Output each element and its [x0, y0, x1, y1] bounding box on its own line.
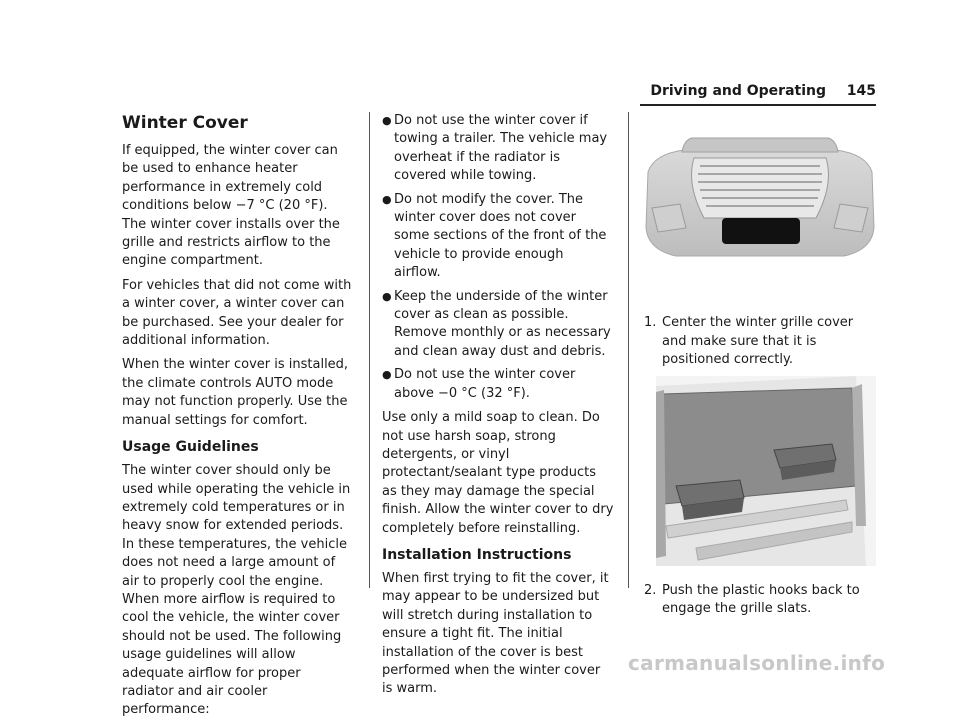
list-item: ● Do not use the winter cover above −0 °C (32 °F). — [382, 367, 576, 401]
column-2 — [382, 112, 614, 705]
step-item — [644, 314, 876, 369]
header-rule — [640, 104, 876, 106]
usage-paragraph: The winter cover should only be used while operating the vehicle in extremely cold temperatures or in heavy snow for extended periods. In these temperatures, the vehicle does not need a large amount of air to properly cool the engine. When more airflow is required to cool the vehicle, the winter cover should not be used. The following usage guidelines will allow adequate airflow for proper radiator and air cooler performance: — [122, 463, 351, 718]
purchase-paragraph: For vehicles that did not come with a winter cover, a winter cover can be purchased. See your dealer for additional information. — [122, 277, 352, 349]
column-divider — [369, 112, 370, 588]
step-number: 1. — [644, 315, 657, 331]
list-item: ● Do not modify the cover. The winter cover does not cover some sections of the front of the vehicle to provide enough airflow. — [382, 191, 607, 281]
column-divider — [628, 112, 629, 588]
page-header — [640, 78, 876, 104]
bullet-icon: ● — [382, 192, 392, 206]
grille-hooks-illustration — [656, 376, 876, 566]
install-heading: Installation Instructions — [382, 546, 572, 563]
page-number: 145 — [846, 83, 876, 99]
column-3 — [644, 112, 876, 625]
bullet-icon: ● — [382, 289, 392, 303]
cleaning-paragraph: Use only a mild soap to clean. Do not use harsh soap, strong detergents, or vinyl protectant/sealant type products as they may damage the special finish. Allow the winter cover to dry completely before reinstalling. — [382, 410, 614, 536]
step-number: 2. — [644, 583, 657, 599]
usage-heading: Usage Guidelines — [122, 439, 259, 456]
section-title: Driving and Operating — [650, 83, 826, 99]
front-bumper-illustration — [644, 132, 876, 262]
step-text: Push the plastic hooks back to engage the grille slats. — [662, 583, 860, 617]
list-item: ● Keep the underside of the winter cover as clean as possible. Remove monthly or as necessary and clean away dust and debris. — [382, 288, 611, 359]
intro-paragraph: If equipped, the winter cover can be used to enhance heater performance in extremely cold conditions below −7 °C (20 °F). The winter cover installs over the grille and restricts airflow to the engine compartment. — [122, 143, 340, 269]
climate-paragraph: When the winter cover is installed, the climate controls AUTO mode may not function properly. Use the manual settings for comfort. — [122, 357, 349, 428]
watermark: carmanualsonline.info — [628, 651, 886, 675]
bullet-icon: ● — [382, 114, 392, 127]
step-text: Center the winter grille cover and make sure that it is positioned correctly. — [662, 315, 854, 368]
install-paragraph: When first trying to fit the cover, it may appear to be undersized but will stretch during installation to ensure a tight fit. The initial installation of the cover is best performed when the winter cover is warm. — [382, 570, 609, 697]
list-item: ● Do not use the winter cover if towing a trailer. The vehicle may overheat if the radiator is covered while towing. — [382, 113, 608, 184]
guideline-list — [382, 112, 614, 403]
step-item — [644, 582, 876, 619]
bullet-icon: ● — [382, 368, 392, 382]
column-1 — [122, 112, 354, 726]
page-title: Winter Cover — [122, 113, 248, 133]
